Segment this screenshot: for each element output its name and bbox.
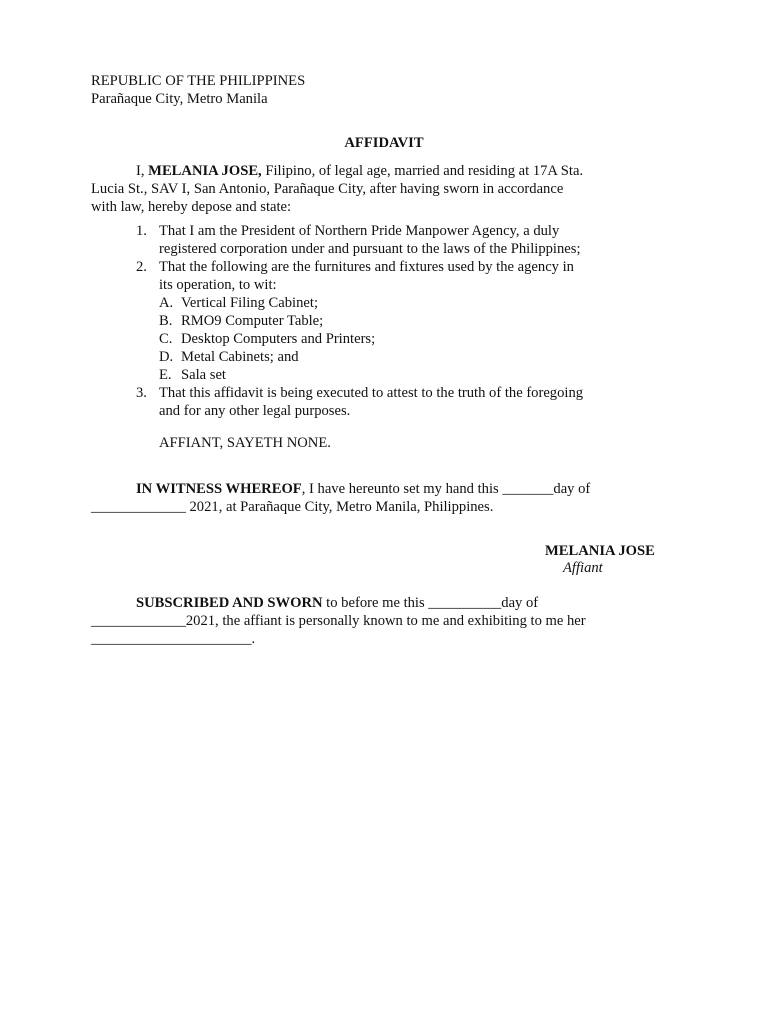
- affiant-name-inline: MELANIA JOSE,: [148, 163, 262, 179]
- subitem-text: Desktop Computers and Printers;: [181, 331, 376, 347]
- document-title: AFFIDAVIT: [344, 135, 424, 151]
- jurat-heading: SUBSCRIBED AND SWORN: [136, 595, 323, 611]
- item-1-line-2: registered corporation under and pursuant to the laws of the Philippines;: [159, 241, 581, 257]
- witness-rest: , I have hereunto set my hand this _______day of: [301, 481, 591, 497]
- item-3-line-1: That this affidavit is being executed to attest to the truth of the foregoing: [159, 385, 584, 401]
- header-city: Parañaque City, Metro Manila: [91, 91, 268, 107]
- header-republic: REPUBLIC OF THE PHILIPPINES: [91, 73, 306, 89]
- subitem-text: RMO9 Computer Table;: [181, 313, 324, 329]
- subitem-letter: B.: [159, 313, 173, 329]
- subitem-letter: E.: [159, 367, 172, 383]
- signature-role: Affiant: [563, 560, 603, 576]
- intro-prefix: I,: [136, 163, 149, 179]
- jurat-rest: to before me this __________day of: [322, 595, 539, 611]
- witness-heading: IN WITNESS WHEREOF: [136, 481, 302, 497]
- item-3-line-2: and for any other legal purposes.: [159, 403, 351, 419]
- item-2-line-1: That the following are the furnitures and fixtures used by the agency in: [159, 259, 574, 275]
- item-number: 2.: [136, 259, 147, 275]
- subitem-letter: C.: [159, 331, 173, 347]
- intro-line-2: Lucia St., SAV I, San Antonio, Parañaque City, after having sworn in accordance: [91, 181, 564, 197]
- subitem-letter: A.: [159, 295, 174, 311]
- item-2-line-2: its operation, to wit:: [159, 277, 277, 293]
- affiant-statement: AFFIANT, SAYETH NONE.: [159, 435, 331, 451]
- jurat-line-3: ______________________.: [91, 631, 256, 647]
- subitem-letter: D.: [159, 349, 174, 365]
- subitem-text: Sala set: [181, 367, 226, 383]
- subitem-text: Metal Cabinets; and: [181, 349, 299, 365]
- item-number: 1.: [136, 223, 147, 239]
- intro-rest: Filipino, of legal age, married and residing at 17A Sta.: [261, 163, 584, 179]
- intro-line-1: [136, 162, 583, 180]
- subitem-text: Vertical Filing Cabinet;: [181, 295, 318, 311]
- item-number: 3.: [136, 385, 147, 401]
- jurat-line-2: _____________2021, the affiant is personally known to me and exhibiting to me her: [91, 613, 586, 629]
- intro-line-3: with law, hereby depose and state:: [91, 199, 292, 215]
- item-1-line-1: That I am the President of Northern Pride Manpower Agency, a duly: [159, 223, 560, 239]
- witness-line-2: _____________ 2021, at Parañaque City, Metro Manila, Philippines.: [91, 499, 494, 515]
- signature-name: MELANIA JOSE: [545, 543, 655, 559]
- jurat-line-1: [136, 594, 538, 612]
- witness-line-1: [136, 480, 590, 498]
